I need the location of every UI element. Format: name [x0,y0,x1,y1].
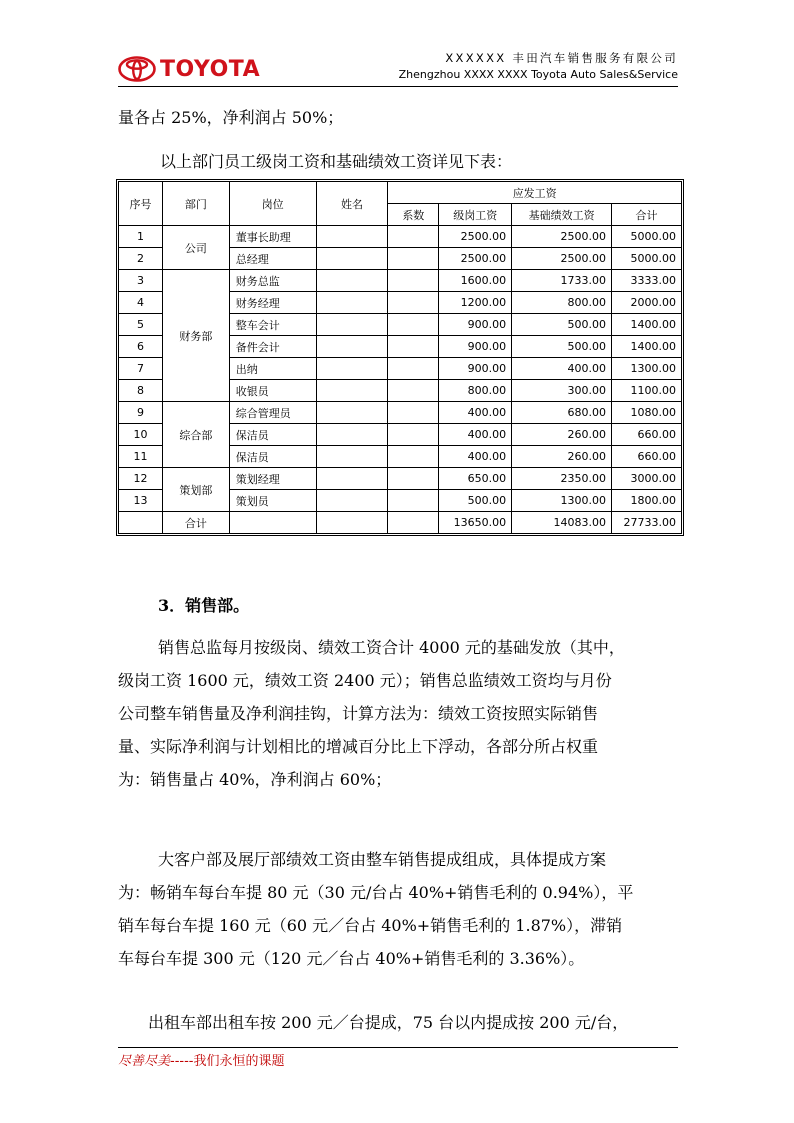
dept-company: 公司 [162,226,229,270]
total-perf: 14083.00 [512,512,612,534]
company-name-english: Zhengzhou XXXX XXXX Toyota Auto Sales&Service [398,68,678,81]
footer-slogan-italic: 尽善尽美 [118,1054,171,1069]
table-row: 5 整车会计 900.00 500.00 1400.00 [119,314,682,336]
header-divider [118,86,678,87]
total-label: 合计 [162,512,229,534]
page-header [118,48,678,88]
toyota-logo [118,54,260,84]
header-name: 姓名 [316,182,388,226]
table-row: 8 收银员 800.00 300.00 1100.00 [119,380,682,402]
table-row: 11 保洁员 400.00 260.00 660.00 [119,446,682,468]
header-total: 合计 [612,204,682,226]
footer-slogan [118,1050,284,1069]
table-total-row [119,512,682,534]
intro-line-2: 以上部门员工级岗工资和基础绩效工资详见下表： [160,152,513,171]
section-3-paragraph-2: 大客户部及展厅部绩效工资由整车销售提成组成，具体提成方案 为：畅销车每台车提 80 元（30 元/台占 40%+销售毛利的 0.94%），平 销车每台车提 160 元（60 元／台占 40%+销售毛利的 1.87%），滞销 车每台车提 300 元（120 元／台占 40%+销售毛利的 3.36%）。 [118,850,634,968]
header-perf-pay: 基础绩效工资 [512,204,612,226]
table-row: 2 总经理 2500.00 2500.00 5000.00 [119,248,682,270]
total-grade: 13650.00 [439,512,512,534]
section-3-paragraph-3: 出租车部出租车按 200 元／台提成，75 台以内提成按 200 元/台， [148,1013,629,1032]
table-row: 3 财务部 财务总监 1600.00 1733.00 3333.00 [119,270,682,292]
intro-line-1: 量各占 25%，净利润占 50%； [118,108,344,127]
table-header-row [119,182,682,204]
header-coef: 系数 [388,204,439,226]
section-3-title: 3．销售部。 [158,596,250,615]
company-name-chinese: XXXXXX 丰田汽车销售服务有限公司 [445,51,678,65]
header-dept: 部门 [162,182,229,226]
header-position: 岗位 [229,182,316,226]
total-sum: 27733.00 [612,512,682,534]
table-row: 9 综合部 综合管理员 400.00 680.00 1080.00 [119,402,682,424]
footer-divider [118,1047,678,1048]
table-row: 1 公司 董事长助理 2500.00 2500.00 5000.00 [119,226,682,248]
table-row: 10 保洁员 400.00 260.00 660.00 [119,424,682,446]
dept-general: 综合部 [162,402,229,468]
toyota-emblem-icon [118,56,156,82]
logo-wordmark: TOYOTA [160,56,261,82]
salary-table [118,181,682,534]
dept-planning: 策划部 [162,468,229,512]
table-row: 7 出纳 900.00 400.00 1300.00 [119,358,682,380]
header-no: 序号 [119,182,163,226]
table-row: 13 策划员 500.00 1300.00 1800.00 [119,490,682,512]
dept-finance: 财务部 [162,270,229,402]
footer-slogan-rest: -----我们永恒的课题 [170,1054,285,1069]
table-row: 6 备件会计 900.00 500.00 1400.00 [119,336,682,358]
header-group-pay: 应发工资 [388,182,682,204]
section-3-paragraph-1: 销售总监每月按级岗、绩效工资合计 4000 元的基础发放（其中， 级岗工资 1600 元，绩效工资 2400 元）；销售总监绩效工资均与月份 公司整车销售量及净利润挂钩，计算方法为：绩效工资按照实际销售 量、实际净利润与计划相比的增减百分比上下浮动，各部分所占权重 为：销售量占 40%，净利润占 60%； [118,638,625,789]
header-grade-pay: 级岗工资 [439,204,512,226]
table-row: 4 财务经理 1200.00 800.00 2000.00 [119,292,682,314]
table-row: 12 策划部 策划经理 650.00 2350.00 3000.00 [119,468,682,490]
